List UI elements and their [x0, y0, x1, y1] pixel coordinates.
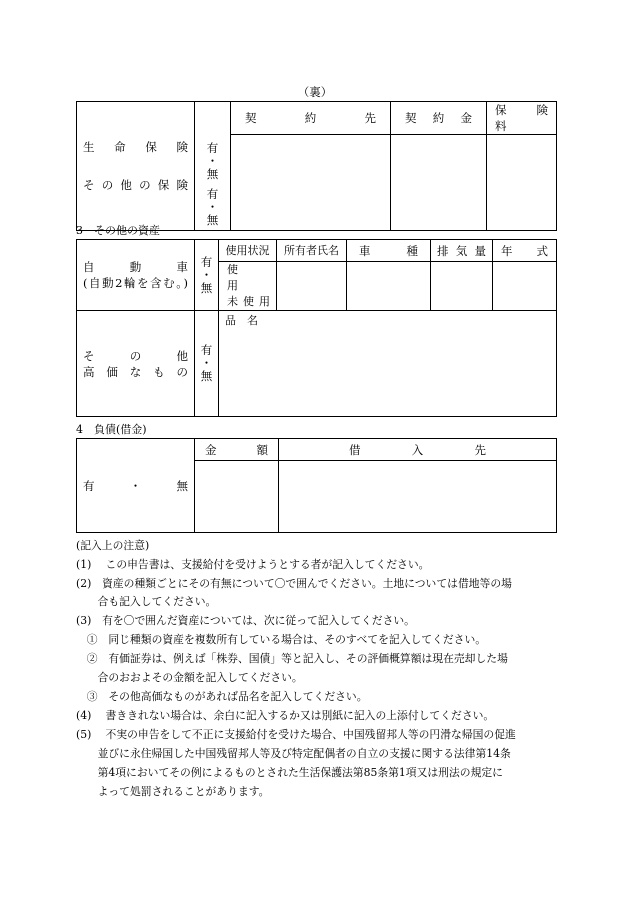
section-4-title: 4 負債(借金) — [76, 423, 147, 436]
header-vehicle-type: 車 種 — [347, 240, 431, 262]
note-line: ① 同じ種類の資産を複数所有している場合は、そのすべてを記入してください。 — [76, 633, 487, 646]
insurance-table — [76, 101, 560, 231]
usage-unused-option[interactable]: 未 使 用 — [227, 295, 270, 308]
header-contract-party: 契 約 先 — [231, 102, 391, 135]
contract-amount-input[interactable] — [391, 135, 487, 231]
header-amount: 金 額 — [195, 439, 279, 461]
header-owner: 所有者氏名 — [277, 240, 347, 262]
valuables-sublabel: 高価なもの — [83, 364, 188, 379]
life-insurance-label: 生命保険 — [83, 140, 188, 154]
note-line: 合も記入してください。 — [76, 595, 217, 608]
valuables-label: その他 — [83, 348, 188, 363]
page-side-label: （裏） — [297, 85, 333, 99]
usage-used-option[interactable]: 使 用 — [227, 263, 260, 292]
header-contract-amount: 契 約 金 — [391, 102, 487, 135]
car-label-cell — [77, 240, 195, 311]
debt-amount-input[interactable] — [195, 461, 279, 533]
valuables-yes-no[interactable]: 有 ・ 無 — [195, 311, 219, 417]
note-line: よって処罰されることがあります。 — [76, 785, 270, 798]
debt-table — [76, 438, 557, 533]
valuables-label-cell — [77, 311, 195, 417]
model-year-input[interactable] — [493, 262, 557, 311]
insurance-label-cell — [77, 102, 195, 231]
note-line: 合のおおよその金額を記入してください。 — [76, 671, 303, 684]
life-insurance-yes-no[interactable]: 有 ・ 無 — [195, 102, 231, 185]
header-lender: 借 入 先 — [279, 439, 557, 461]
lender-input[interactable] — [279, 461, 557, 533]
usage-status-select[interactable] — [219, 262, 277, 311]
vehicle-type-input[interactable] — [347, 262, 431, 311]
contract-party-input[interactable] — [231, 135, 391, 231]
header-model-year: 年 式 — [493, 240, 557, 262]
note-line: ② 有価証券は、例えば「株券、国債」等と記入し、その評価概算額は現在売却した場 — [76, 652, 508, 665]
other-assets-table — [76, 239, 557, 417]
premium-input[interactable] — [487, 135, 557, 231]
note-line: (5) 不実の申告をして不正に支援給付を受けた場合、中国残留邦人等の円滑な帰国の促進 — [76, 728, 516, 741]
owner-name-input[interactable] — [277, 262, 347, 311]
note-line: ③ その他高価なものがあれば品名を記入してください。 — [76, 690, 368, 703]
note-line: (2) 資産の種類ごとにその有無について〇で囲んでください。土地については借地等の場 — [76, 577, 512, 590]
note-line: (4) 書ききれない場合は、余白に記入するか又は別紙に記入の上添付してください。 — [76, 709, 495, 722]
header-premium: 保 険 料 — [487, 102, 557, 135]
header-displacement: 排 気 量 — [431, 240, 493, 262]
debt-yes-no-label[interactable]: 有 ・ 無 — [83, 478, 188, 493]
note-line: (1) この申告書は、支援給付を受けようとする者が記入してください。 — [76, 558, 430, 571]
item-name-label: 品 名 — [225, 314, 258, 327]
note-line: 第4項においてその例によるものとされた生活保護法第85条第1項又は刑法の規定に — [76, 766, 503, 779]
displacement-input[interactable] — [431, 262, 493, 311]
debt-yes-no[interactable] — [77, 439, 195, 533]
other-insurance-yes-no[interactable]: 有 ・ 無 — [195, 185, 231, 231]
item-name-input[interactable] — [219, 311, 557, 417]
note-line: 並びに永住帰国した中国残留邦人等及び特定配偶者の自立の支援に関する法律第14条 — [76, 747, 511, 760]
car-yes-no[interactable]: 有 ・ 無 — [195, 240, 219, 311]
other-insurance-label: その他の保険 — [83, 178, 188, 192]
car-sublabel: (自動2輪を含む。) — [83, 276, 188, 290]
car-label: 自動車 — [83, 260, 188, 274]
notes-title: (記入上の注意) — [76, 539, 150, 552]
section-3-title: 3 その他の資産 — [76, 224, 160, 237]
header-usage: 使用状況 — [219, 240, 277, 262]
note-line: (3) 有を〇で囲んだ資産については、次に従って記入してください。 — [76, 614, 415, 627]
